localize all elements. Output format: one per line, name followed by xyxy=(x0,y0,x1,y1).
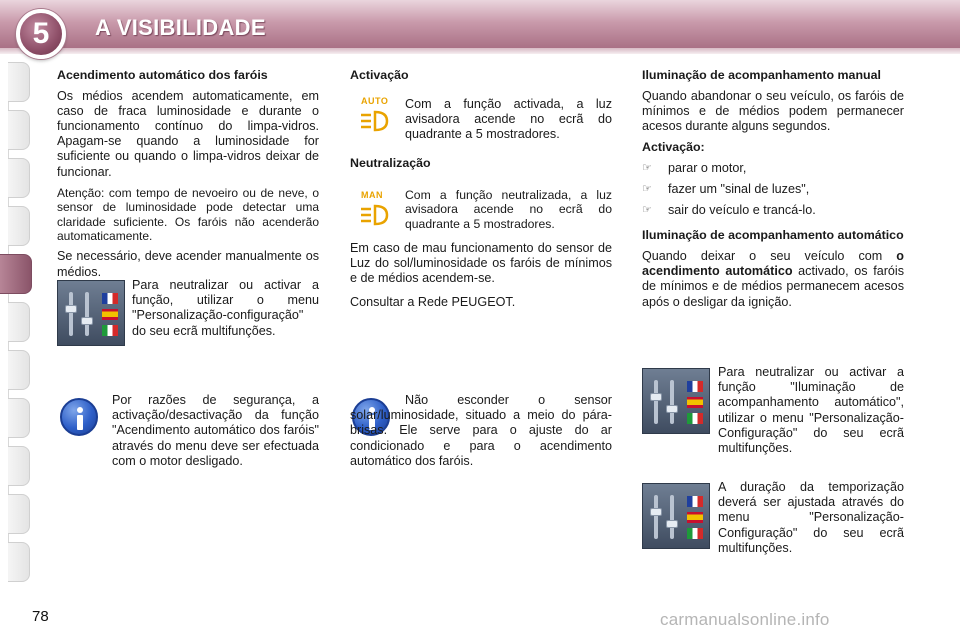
column-activation xyxy=(350,68,612,89)
chapter-tab[interactable] xyxy=(8,302,30,342)
chapter-tab[interactable] xyxy=(8,350,30,390)
paragraph: Atenção: com tempo de nevoeiro ou de neve, o sensor de luminosidade pode detectar uma claridade suficiente. Os faróis não acenderão automaticamente. xyxy=(57,185,319,244)
text-run: activado, os faróis de mínimos e de médios permanecem acesos após o desligar da ignição. xyxy=(642,264,904,309)
paragraph xyxy=(642,249,904,310)
text-run: do seu ecrã multifunções. xyxy=(718,425,904,456)
info-icon xyxy=(60,398,98,436)
text-run: Quando deixar o seu veículo com xyxy=(642,249,897,263)
dealer-contact: Consultar a Rede PEUGEOT. xyxy=(350,295,516,309)
section-heading: Neutralização xyxy=(350,156,431,170)
chapter-tab[interactable] xyxy=(8,446,30,486)
menu-name: "Personalização-configuração" xyxy=(132,308,304,323)
neutral-text: Com a função neutralizada, a luz avisadora acende no ecrã do quadrante a 5 mostradores. xyxy=(405,188,612,231)
pointing-hand-icon: ☞ xyxy=(642,183,652,195)
duration-note: A duração da temporização deverá ser ajustada através do menu "Personalização-Configuração" do seu ecrã multifunções. xyxy=(718,480,904,555)
chapter-tab[interactable] xyxy=(8,62,30,102)
chapter-tab[interactable] xyxy=(8,206,30,246)
chapter-header xyxy=(0,0,960,50)
text-run-bold: o acendimento automático xyxy=(642,249,904,279)
page-title: A VISIBILIDADE xyxy=(95,15,266,40)
icon-label: MAN xyxy=(361,190,383,200)
chapter-tab[interactable] xyxy=(8,110,30,150)
chapter-tab-active[interactable] xyxy=(0,254,32,294)
chapter-tab[interactable] xyxy=(8,494,30,534)
auto-headlight-warning-icon xyxy=(355,96,399,140)
list-item xyxy=(642,161,904,176)
menu-instruction xyxy=(132,278,319,339)
page-number: 78 xyxy=(32,608,49,625)
text-run: do seu ecrã multifunções. xyxy=(132,323,276,338)
paragraph: Se necessário, deve acender manualmente os médios. xyxy=(57,249,319,279)
section-heading: Activação xyxy=(350,68,409,82)
chapter-tab[interactable] xyxy=(8,398,30,438)
sensor-note: Não esconder o sensor solar/luminosidade, situado a meio do pára-brisas. Ele serve para o ajuste do ar condicionado e para o acendimento automático dos faróis. xyxy=(350,393,612,468)
pointing-hand-icon: ☞ xyxy=(642,161,652,174)
section-heading: Iluminação de acompanhamento automático xyxy=(642,228,904,243)
list-item xyxy=(642,182,904,197)
step-text: parar o motor, xyxy=(668,160,747,175)
settings-panel-icon xyxy=(57,280,125,346)
icon-label: AUTO xyxy=(361,96,389,106)
watermark: carmanualsonline.info xyxy=(660,610,830,629)
header-strip xyxy=(0,48,960,54)
step-text: sair do veículo e trancá-lo. xyxy=(668,203,816,218)
menu-name: "Personalização-Configuração" xyxy=(718,410,904,440)
step-text: fazer um "sinal de luzes", xyxy=(668,182,810,196)
activation-text: Com a função activada, a luz avisadora acende no ecrã do quadrante a 5 mostradores. xyxy=(405,97,612,142)
paragraph: Os médios acendem automaticamente, em caso de fraca luminosidade e durante o funcionamento contínuo do limpa-vidros. Apagam-se quando a luminosidade for suficiente ou quando o limpa-vidros deixar de funcionar. xyxy=(57,88,319,179)
settings-panel-icon xyxy=(642,368,710,434)
text-run: Para neutralizar ou activar a função, utilizar o menu xyxy=(132,278,319,308)
chapter-tab[interactable] xyxy=(8,542,30,582)
section-heading: Acendimento automático dos faróis xyxy=(57,68,268,82)
column-auto-headlights xyxy=(57,68,319,286)
fault-paragraph xyxy=(350,241,612,287)
pointing-hand-icon: ☞ xyxy=(642,204,652,217)
fault-title: Em caso de mau funcionamento do sensor de Luz do sol/luminosidade xyxy=(350,241,612,271)
section-heading: Iluminação de acompanhamento manual xyxy=(642,68,881,82)
chapter-tabs xyxy=(0,62,32,582)
section-heading: Activação: xyxy=(642,140,705,155)
settings-panel-icon xyxy=(642,483,710,549)
safety-note: Por razões de segurança, a activação/desactivação da função "Acendimento automático dos faróis" através do menu deve ser efectuada com o motor desligado. xyxy=(112,393,319,468)
paragraph: Quando abandonar o seu veículo, os faróis de mínimos e de médios podem permanecer acesos durante alguns segundos. xyxy=(642,88,904,133)
manual-headlight-warning-icon xyxy=(355,190,399,234)
column-follow-me-home xyxy=(642,68,904,316)
text-run: Para neutralizar ou activar a função "Iluminação de acompanhamento automático", utilizar o menu xyxy=(718,365,904,425)
chapter-number-badge: 5 xyxy=(16,9,66,59)
text-run: os faróis de mínimos e de médios acendem-se. xyxy=(350,256,612,286)
chapter-tab[interactable] xyxy=(8,158,30,198)
list-item xyxy=(642,203,904,218)
menu-instruction xyxy=(718,365,904,456)
